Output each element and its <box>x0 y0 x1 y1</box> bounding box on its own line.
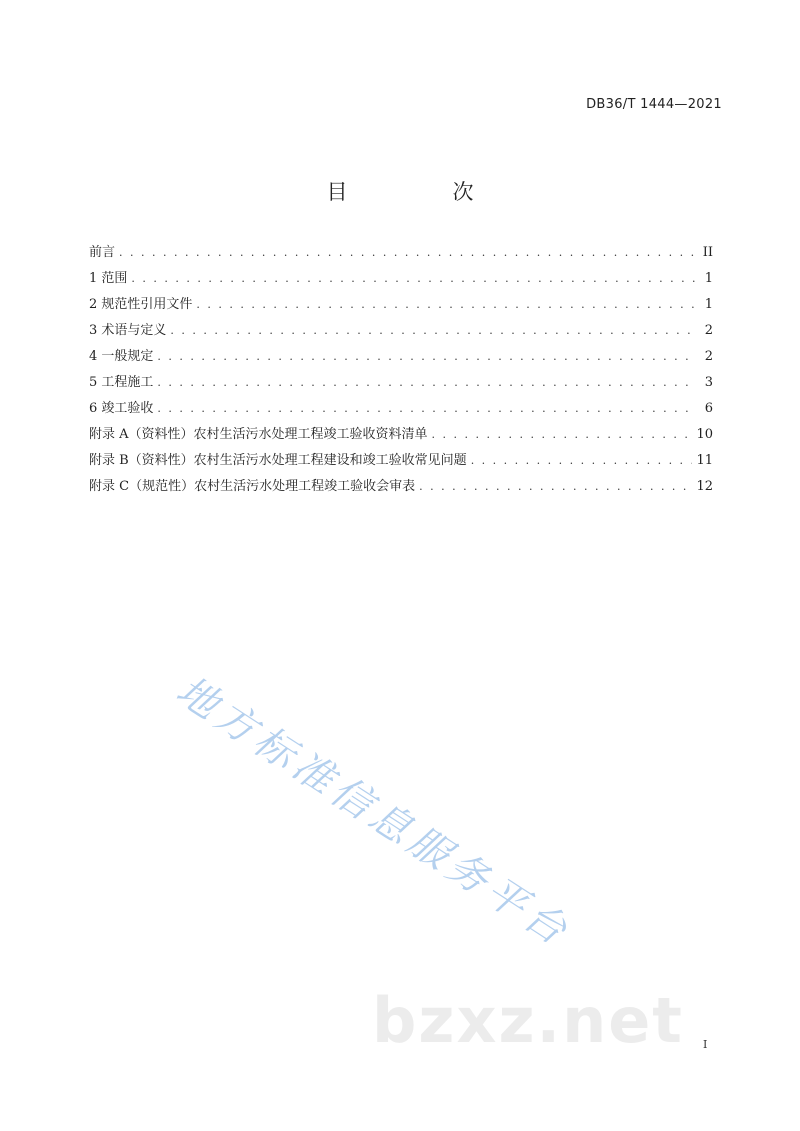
document-code: DB36/T 1444—2021 <box>586 97 722 112</box>
toc-entry-terms-definitions[interactable] <box>89 319 713 345</box>
toc-entry-label: 附录 A（资料性）农村生活污水处理工程竣工验收资料清单 <box>89 427 428 442</box>
watermark-site-text: bzxz.net <box>372 984 684 1057</box>
toc-entry-label: 5 工程施工 <box>89 375 154 390</box>
toc-entry-label: 4 一般规定 <box>89 349 154 364</box>
toc-dot-leader <box>157 376 695 389</box>
toc-entry-normative-references[interactable] <box>89 293 713 319</box>
toc-page-number: 12 <box>696 479 713 494</box>
toc-dot-leader <box>170 324 695 337</box>
toc-page-number: II <box>702 245 713 260</box>
toc-page-number: 1 <box>704 271 713 286</box>
toc-title: 目 次 <box>326 180 516 204</box>
toc-dot-leader <box>419 480 692 493</box>
toc-dot-leader <box>196 298 695 311</box>
toc-page-number: 6 <box>704 401 713 416</box>
toc-entry-label: 附录 C（规范性）农村生活污水处理工程竣工验收会审表 <box>89 479 416 494</box>
toc-dot-leader <box>432 428 693 441</box>
toc-page-number: 11 <box>696 453 713 468</box>
toc-page-number: 3 <box>704 375 713 390</box>
toc-entry-scope[interactable] <box>89 267 713 293</box>
page-number: I <box>703 1038 708 1051</box>
toc-dot-leader <box>157 350 695 363</box>
toc-entry-acceptance[interactable] <box>89 397 713 423</box>
toc-entry-foreword[interactable] <box>89 241 713 267</box>
toc-entry-construction[interactable] <box>89 371 713 397</box>
toc-list <box>89 241 713 501</box>
toc-entry-label: 附录 B（资料性）农村生活污水处理工程建设和竣工验收常见问题 <box>89 453 467 468</box>
toc-page-number: 10 <box>696 427 713 442</box>
toc-page-number: 1 <box>704 297 713 312</box>
toc-entry-appendix-b[interactable] <box>89 449 713 475</box>
toc-dot-leader <box>471 454 693 467</box>
toc-dot-leader <box>119 246 695 259</box>
toc-entry-label: 1 范围 <box>89 271 128 286</box>
toc-page-number: 2 <box>704 349 713 364</box>
toc-entry-label: 6 竣工验收 <box>89 401 154 416</box>
toc-entry-label: 3 术语与定义 <box>89 323 167 338</box>
toc-entry-appendix-a[interactable] <box>89 423 713 449</box>
watermark-platform-text: 地方标准信息服务平台 <box>168 667 579 957</box>
toc-dot-leader <box>157 402 695 415</box>
toc-page-number: 2 <box>704 323 713 338</box>
toc-entry-general-provisions[interactable] <box>89 345 713 371</box>
toc-entry-label: 前言 <box>89 245 116 260</box>
toc-dot-leader <box>131 272 695 285</box>
toc-entry-label: 2 规范性引用文件 <box>89 297 193 312</box>
toc-entry-appendix-c[interactable] <box>89 475 713 501</box>
